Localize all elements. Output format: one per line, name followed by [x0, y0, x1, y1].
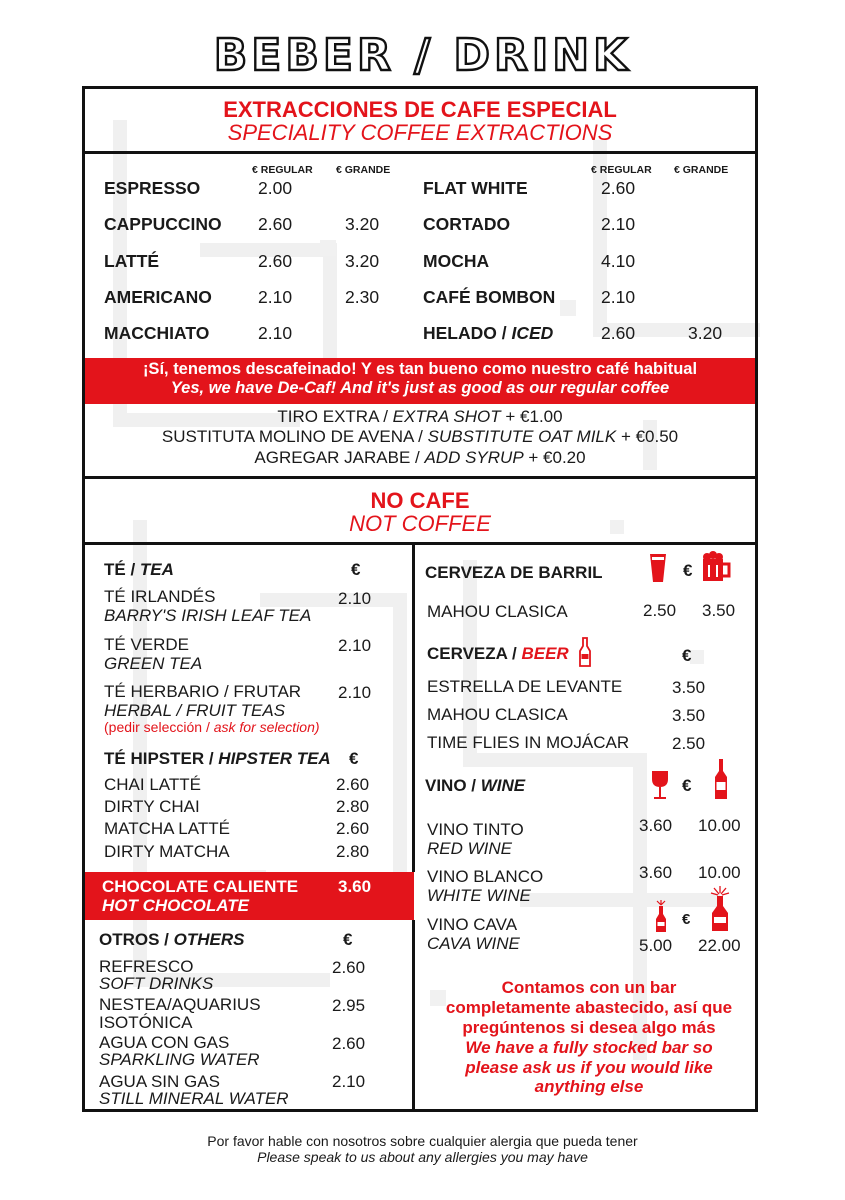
- menu-title: BEBER / DRINK: [213, 30, 632, 81]
- beer-bottle-icon: [578, 637, 592, 667]
- hipster-heading: TÉ HIPSTER / HIPSTER TEA: [104, 749, 331, 768]
- beer-item: ESTRELLA DE LEVANTE: [427, 677, 623, 696]
- coffee-item-name: MOCHA: [423, 251, 490, 271]
- coffee-price-regular: 2.60: [258, 214, 293, 234]
- others-name-en: ISOTÓNICA: [99, 1013, 193, 1032]
- cava-currency: €: [682, 911, 691, 928]
- coffee-item-name: CORTADO: [423, 214, 511, 234]
- coffee-price-regular: 2.60: [601, 323, 636, 343]
- coffee-price-grande: 3.20: [345, 251, 380, 271]
- decaf-banner: [85, 358, 755, 404]
- bar-note: [420, 978, 758, 1097]
- bar-note-line: please ask us if you would like: [465, 1057, 713, 1077]
- coffee-price-grande: 2.30: [345, 287, 380, 307]
- extra-item: TIRO EXTRA / EXTRA SHOT + €1.00: [277, 407, 563, 426]
- coffee-price-regular: 2.10: [258, 287, 293, 307]
- beer-price: 3.50: [672, 678, 706, 697]
- coffee-price-regular: 2.60: [258, 251, 293, 271]
- coffee-item-name: HELADO / ICED: [423, 323, 554, 343]
- col-grande: € GRANDE: [336, 164, 391, 176]
- tea-price: 2.10: [338, 589, 372, 608]
- tea-name-es: TÉ VERDE: [104, 635, 190, 654]
- hipster-price: 2.80: [336, 842, 370, 861]
- extra-item: SUSTITUTA MOLINO DE AVENA / SUBSTITUTE OAT MILK + €0.50: [161, 427, 679, 447]
- draft-price-large: 3.50: [702, 601, 736, 620]
- others-name-es: AGUA CON GAS: [99, 1033, 230, 1052]
- tea-name-en: BARRY'S IRISH LEAF TEA: [104, 606, 312, 625]
- hipster-item: CHAI LATTÉ: [104, 775, 201, 794]
- coffee-price-grande: 3.20: [688, 323, 723, 343]
- others-name-en: STILL MINERAL WATER: [99, 1089, 289, 1108]
- allergy-es: Por favor hable con nosotros sobre cualquier alergia que pueda tener: [207, 1133, 638, 1149]
- others-name-es: NESTEA/AQUARIUS: [99, 995, 261, 1014]
- beer-item: TIME FLIES IN MOJÁCAR: [427, 733, 630, 752]
- tea-price: 2.10: [338, 636, 372, 655]
- wine-price-glass: 3.60: [639, 863, 673, 882]
- coffee-item-name: CAFÉ BOMBON: [423, 287, 556, 307]
- wine-name-es: VINO CAVA: [427, 915, 518, 934]
- divider: [82, 476, 758, 479]
- not-coffee-en: NOT COFFEE: [349, 511, 491, 537]
- bar-note-line: Contamos con un bar: [501, 978, 677, 997]
- coffee-item-name: CAPPUCCINO: [104, 214, 222, 234]
- column-divider: [412, 542, 415, 872]
- tea-price: 2.10: [338, 683, 372, 702]
- others-name-en: SOFT DRINKS: [99, 974, 214, 993]
- hipster-currency: €: [349, 749, 359, 768]
- bar-note-line: anything else: [534, 1077, 644, 1097]
- bar-note-line: pregúntenos si desea algo más: [462, 1017, 716, 1037]
- wine-name-en: CAVA WINE: [427, 934, 520, 953]
- draft-currency: €: [683, 561, 693, 580]
- beer-heading: CERVEZA / BEER: [427, 644, 569, 663]
- draft-price-small: 2.50: [643, 601, 677, 620]
- not-coffee-heading: [82, 489, 758, 535]
- coffee-item-name: MACCHIATO: [104, 323, 210, 343]
- divider: [82, 542, 758, 545]
- cava-bottle-icon: [709, 886, 731, 932]
- extra-item: AGREGAR JARABE / ADD SYRUP + €0.20: [254, 447, 586, 467]
- col-regular: € REGULAR: [591, 164, 652, 176]
- others-heading: OTROS / OTHERS: [99, 930, 245, 949]
- tea-name-en: HERBAL / FRUIT TEAS: [104, 701, 286, 720]
- wine-glass-icon: [650, 769, 670, 801]
- beer-mug-icon: [701, 551, 731, 583]
- beer-price: 2.50: [672, 734, 706, 753]
- bar-note-line: We have a fully stocked bar so: [465, 1037, 713, 1057]
- col-regular: € REGULAR: [252, 164, 313, 176]
- wine-price-bottle: 10.00: [698, 816, 741, 835]
- wine-bottle-icon: [713, 758, 729, 800]
- decaf-en: Yes, we have De-Caf! And it's just as good as our regular coffee: [170, 378, 670, 397]
- coffee-item-name: ESPRESSO: [104, 178, 201, 198]
- cava-small-bottle-icon: [653, 899, 669, 933]
- coffee-price-regular: 4.10: [601, 251, 636, 271]
- tea-heading: TÉ / TEA: [104, 560, 174, 579]
- beer-price: 3.50: [672, 706, 706, 725]
- beer-item: MAHOU CLASICA: [427, 705, 568, 724]
- not-coffee-es: NO CAFE: [370, 488, 470, 513]
- hipster-price: 2.60: [336, 775, 370, 794]
- col-grande: € GRANDE: [674, 164, 729, 176]
- decaf-es: ¡Sí, tenemos descafeinado! Y es tan bueno como nuestro café habitual: [142, 360, 698, 378]
- hipster-item: DIRTY CHAI: [104, 797, 200, 816]
- hot-chocolate-en: HOT CHOCOLATE: [102, 896, 250, 915]
- others-price: 2.60: [332, 958, 366, 977]
- coffee-item-name: AMERICANO: [104, 287, 212, 307]
- coffee-price-regular: 2.60: [601, 178, 636, 198]
- wine-price-bottle: 10.00: [698, 863, 741, 882]
- hipster-item: MATCHA LATTÉ: [104, 819, 230, 838]
- wine-name-es: VINO TINTO: [427, 820, 524, 839]
- hot-chocolate-es: CHOCOLATE CALIENTE: [102, 877, 299, 896]
- coffee-item-name: LATTÉ: [104, 251, 160, 271]
- coffee-price-regular: 2.10: [601, 214, 636, 234]
- coffee-heading-en: SPECIALITY COFFEE EXTRACTIONS: [227, 120, 613, 146]
- coffee-price-regular: 2.00: [258, 178, 293, 198]
- hipster-item: DIRTY MATCHA: [104, 842, 230, 861]
- wine-price-glass: 5.00: [639, 936, 673, 955]
- beer-currency: €: [682, 646, 692, 665]
- bar-note-line: completamente abastecido, así que: [445, 997, 733, 1017]
- draft-heading: CERVEZA DE BARRIL: [425, 563, 603, 582]
- extras-list: [82, 407, 758, 468]
- wine-name-en: WHITE WINE: [427, 886, 531, 905]
- hot-chocolate-price: 3.60: [338, 877, 372, 896]
- others-name-es: AGUA SIN GAS: [99, 1072, 220, 1091]
- coffee-item-name: FLAT WHITE: [423, 178, 528, 198]
- pint-glass-icon: [648, 552, 668, 584]
- tea-selection-note: (pedir selección / ask for selection): [104, 719, 320, 735]
- others-currency: €: [343, 930, 353, 949]
- coffee-price-regular: 2.10: [601, 287, 636, 307]
- others-name-en: SPARKLING WATER: [99, 1050, 260, 1069]
- divider: [82, 151, 758, 154]
- allergy-en: Please speak to us about any allergies you may have: [257, 1149, 588, 1166]
- others-price: 2.10: [332, 1072, 366, 1091]
- hipster-price: 2.80: [336, 797, 370, 816]
- coffee-price-regular: 2.10: [258, 323, 293, 343]
- column-divider: [412, 920, 415, 1112]
- tea-name-es: TÉ IRLANDÉS: [104, 587, 216, 606]
- coffee-heading-es: EXTRACCIONES DE CAFE ESPECIAL: [223, 97, 617, 122]
- tea-name-es: TÉ HERBARIO / FRUTAR: [104, 682, 302, 701]
- wine-name-es: VINO BLANCO: [427, 867, 544, 886]
- tea-currency: €: [351, 560, 361, 579]
- coffee-heading: [82, 98, 758, 144]
- allergy-footer: [0, 1133, 845, 1165]
- tea-name-en: GREEN TEA: [104, 654, 203, 673]
- wine-name-en: RED WINE: [427, 839, 512, 858]
- others-price: 2.60: [332, 1034, 366, 1053]
- draft-item: MAHOU CLASICA: [427, 602, 568, 621]
- others-price: 2.95: [332, 996, 366, 1015]
- coffee-price-grande: 3.20: [345, 214, 380, 234]
- hot-chocolate-banner: [85, 872, 414, 920]
- wine-price-bottle: 22.00: [698, 936, 741, 955]
- others-name-es: REFRESCO: [99, 957, 194, 976]
- wine-currency: €: [682, 776, 692, 795]
- hipster-price: 2.60: [336, 819, 370, 838]
- wine-heading: VINO / WINE: [425, 776, 526, 795]
- wine-price-glass: 3.60: [639, 816, 673, 835]
